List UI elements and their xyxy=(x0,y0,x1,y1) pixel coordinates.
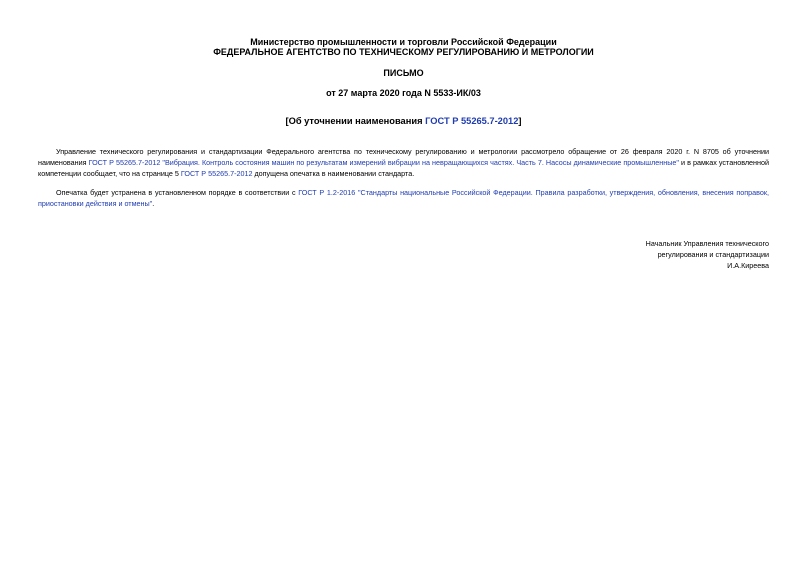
signature-position-line-1: Начальник Управления технического xyxy=(645,239,769,248)
paragraph2-text-2: . xyxy=(152,199,155,208)
signature-position-line-2: регулирования и стандартизации xyxy=(657,250,769,259)
gost-55265-title-link[interactable]: ГОСТ Р 55265.7-2012 "Вибрация. Контроль состояния машин по результатам измерений вибрации на невращающихся частях. Часть 7. Насосы динамические промышленные" xyxy=(88,158,679,167)
subject-prefix: [Об уточнении наименования xyxy=(285,116,426,126)
paragraph1-text-2: и в рамках установленной компетенции сообщает, что на странице 5 xyxy=(38,158,769,178)
ministry-title: Министерство промышленности и торговли Российской Федерации xyxy=(250,37,557,47)
subject-gost-link[interactable]: ГОСТ Р 55265.7-2012 xyxy=(425,116,519,126)
agency-title: ФЕДЕРАЛЬНОЕ АГЕНТСТВО ПО ТЕХНИЧЕСКОМУ РЕГУЛИРОВАНИЮ И МЕТРОЛОГИИ xyxy=(213,47,594,57)
body-paragraph-1 xyxy=(38,146,769,179)
document-subject xyxy=(0,116,807,127)
document-date-number: от 27 марта 2020 года N 5533-ИК/03 xyxy=(326,88,481,98)
subject-suffix: ] xyxy=(518,116,522,126)
document-type: ПИСЬМО xyxy=(383,68,424,78)
body-paragraph-2 xyxy=(38,187,769,209)
gost-55265-link[interactable]: ГОСТ Р 55265.7-2012 xyxy=(180,169,253,178)
paragraph1-text-1: Управление технического регулирования и стандартизации Федерального агентства по техническому регулированию и метрологии рассмотрело обращение от 26 февраля 2020 г. N 8705 об уточнении наименования xyxy=(38,147,769,167)
signature-name: И.А.Киреева xyxy=(727,261,769,270)
paragraph2-text-1: Опечатка будет устранена в установленном порядке в соответствии с xyxy=(56,188,299,197)
gost-1-2-2016-link[interactable]: ГОСТ Р 1.2-2016 "Стандарты национальные Российской Федерации. Правила разработки, утверждения, обновления, внесения поправок, приостановки действия и отмены" xyxy=(38,188,769,208)
paragraph1-text-3: допущена опечатка в наименовании стандарта. xyxy=(252,169,415,178)
